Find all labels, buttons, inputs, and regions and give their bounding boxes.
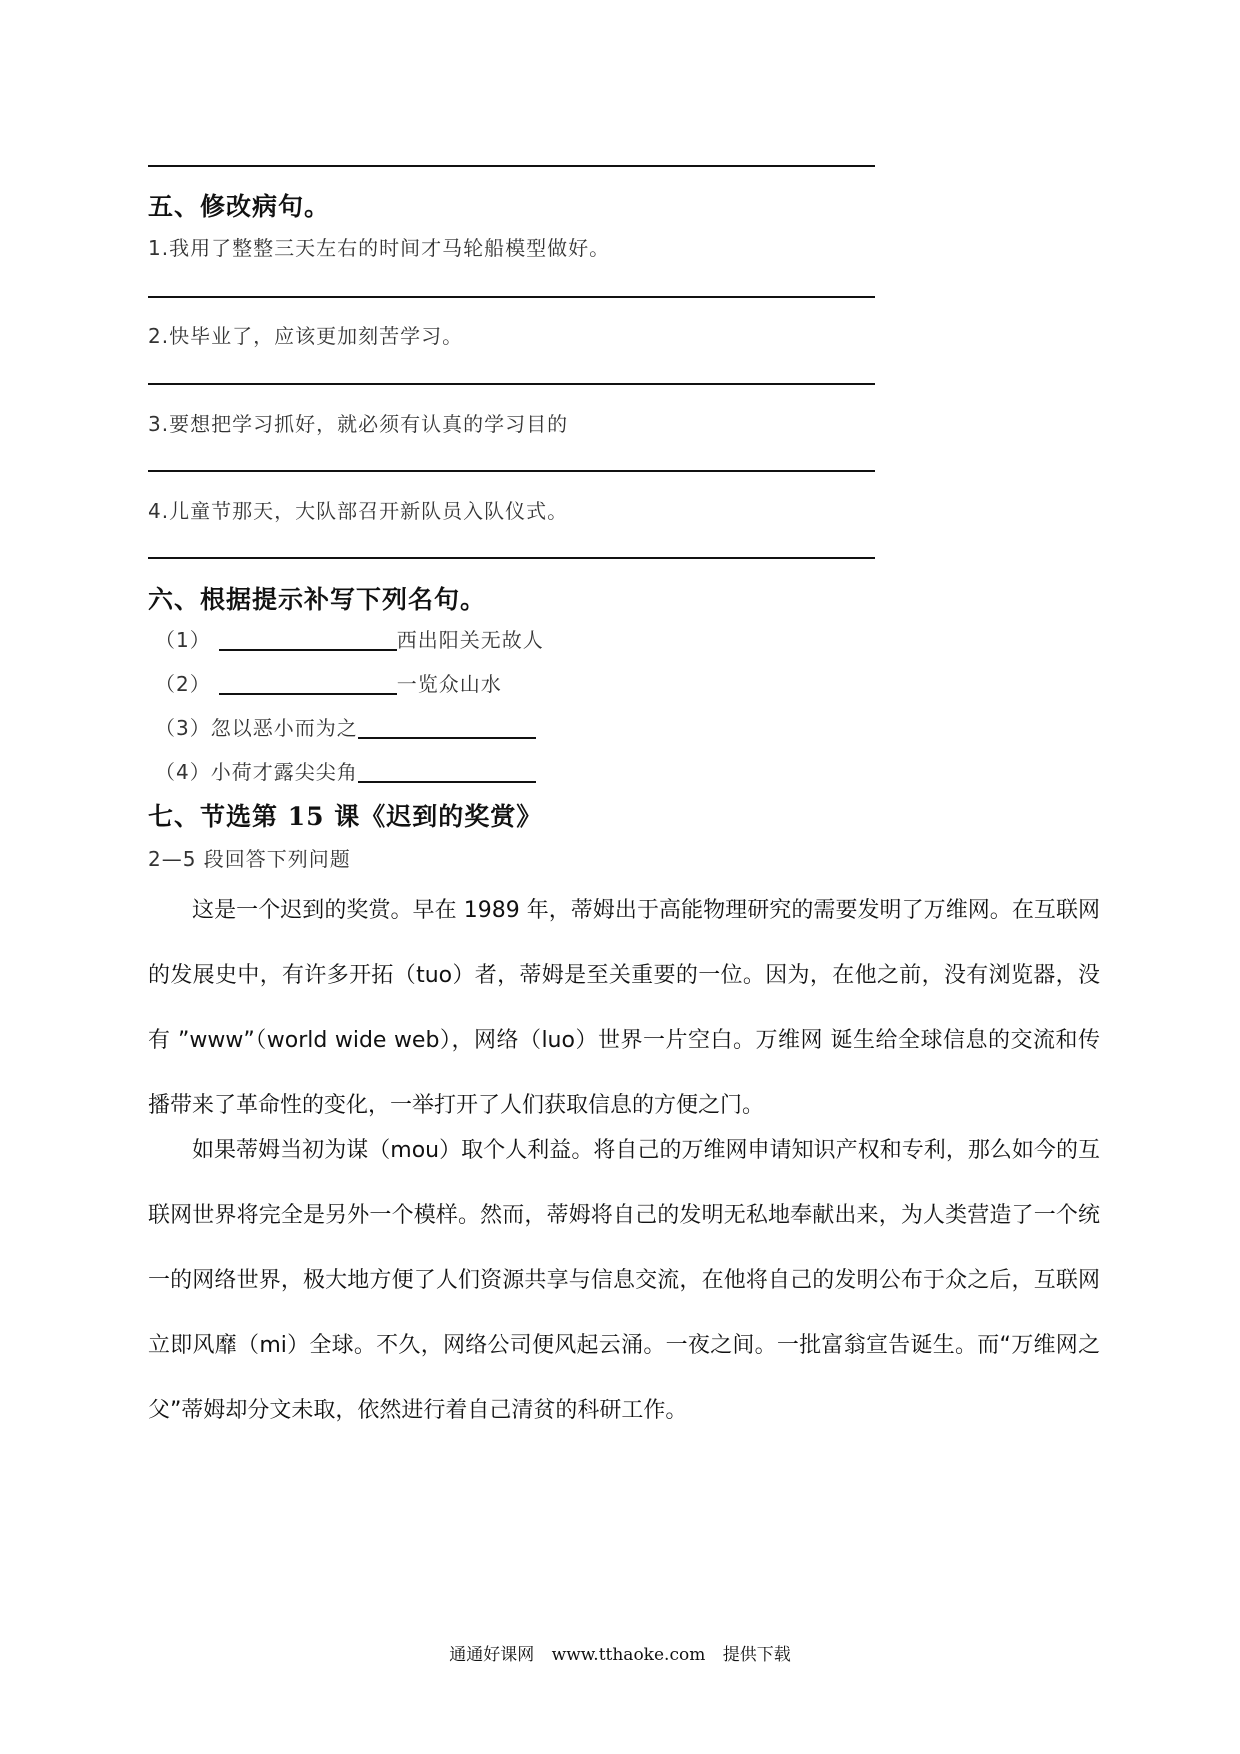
fill-blank[interactable] — [219, 673, 397, 695]
passage-text: 如果蒂姆当初为谋（mou）取个人利益。将自己的万维网申请知识产权和专利，那么如今的互联网世界将完全是另外一个模样。然而，蒂姆将自己的发明无私地奉献出来，为人类营造了一个统一的网络世界，极大地方便了人们资源共享与信息交流，在他将自己的发明公布于众之后，互联网立即风靡（mi）全球。不久，网络公司便风起云涌。一夜之间。一批富翁宣告诞生。而“万维网之父”蒂姆却分文未取，依然进行着自己清贫的科研工作。 — [148, 1138, 1100, 1423]
section6-title: 六、根据提示补写下列名句。 — [148, 585, 487, 614]
passage-text: 这是一个迟到的奖赏。早在 1989 年，蒂姆出于高能物理研究的需要发明了万维网。在互联网的发展史中，有许多开拓（tuo）者，蒂姆是至关重要的一位。因为，在他之前，没有浏览器，没有 ”www”（world wide web），网络（luo）世界一片空白。万维网 诞生给全球信息的交流和传播带来了革命性的变化，一举打开了人们获取信息的方便之门。 — [148, 898, 1100, 1118]
fill-item-3 — [155, 712, 536, 741]
section5-item-1: 1.我用了整整三天左右的时间才马轮船模型做好。 — [148, 236, 611, 260]
fill-item-1 — [155, 624, 544, 653]
passage-paragraph-2 — [148, 1118, 1100, 1443]
fill-text: 一览众山水 — [396, 672, 502, 696]
section5-item-2: 2.快毕业了，应该更加刻苦学习。 — [148, 324, 464, 348]
answer-line — [148, 557, 875, 559]
fill-blank[interactable] — [358, 761, 536, 783]
page-footer — [0, 1640, 1240, 1665]
fill-blank[interactable] — [219, 629, 397, 651]
fill-text: 小荷才露尖尖角 — [210, 760, 358, 784]
answer-line — [148, 383, 875, 385]
fill-number: （2） — [155, 672, 211, 696]
footer-url[interactable]: www.tthaoke.com — [551, 1645, 706, 1665]
footer-note: 提供下载 — [722, 1645, 791, 1665]
fill-text: 西出阳关无故人 — [396, 628, 544, 652]
answer-line — [148, 470, 875, 472]
answer-line-top — [148, 165, 875, 167]
fill-number: （1） — [155, 628, 211, 652]
section5-item-4: 4.儿童节那天，大队部召开新队员入队仪式。 — [148, 499, 569, 523]
fill-number: （4） — [155, 760, 211, 784]
section7-title: 七、节选第 15 课《迟到的奖赏》 — [148, 802, 543, 831]
section7-subtitle: 2—5 段回答下列问题 — [148, 847, 351, 871]
fill-item-2 — [155, 668, 502, 697]
section5-title: 五、修改病句。 — [148, 192, 331, 221]
passage-paragraph-1 — [148, 878, 1100, 1138]
answer-line — [148, 296, 875, 298]
fill-text: 忽以恶小而为之 — [210, 716, 358, 740]
footer-site: 通通好课网 — [449, 1645, 535, 1665]
fill-blank[interactable] — [358, 717, 536, 739]
section5-item-3: 3.要想把学习抓好，就必须有认真的学习目的 — [148, 412, 569, 436]
fill-number: （3） — [155, 716, 211, 740]
fill-item-4 — [155, 756, 536, 785]
